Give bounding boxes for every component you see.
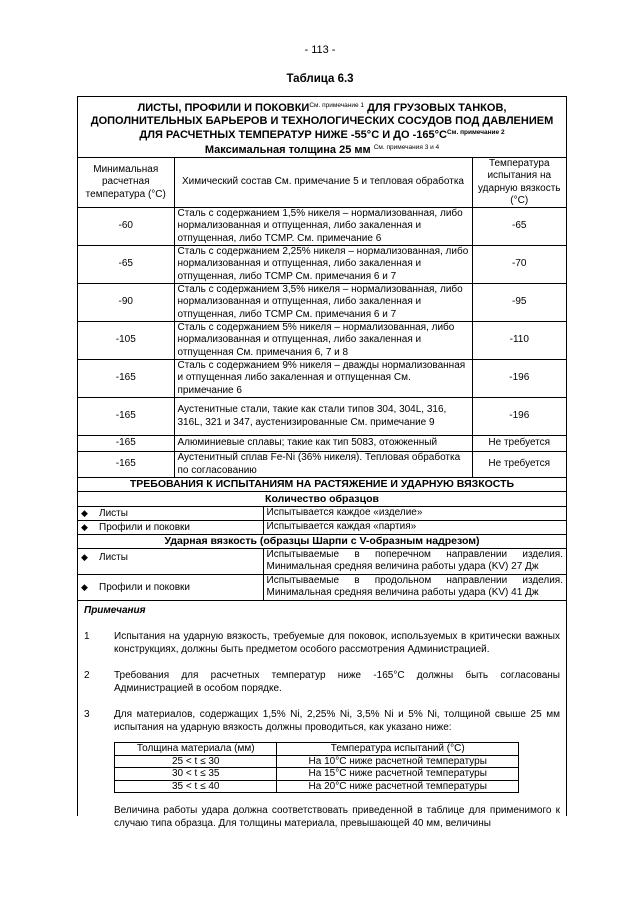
row-min-temp: -90: [78, 284, 174, 322]
table-row: [115, 755, 519, 768]
sample-item: Профили и поковки: [99, 521, 190, 533]
header-part2: ДЛЯ ГРУЗОВЫХ ТАНКОВ, ДОПОЛНИТЕЛЬНЫХ БАРЬЕРОВ И ТЕХНОЛОГИЧЕСКИХ СОСУДОВ ПОД ДАВЛЕНИЕМ ДЛЯ РАСЧЕТНЫХ ТЕМПЕРАТУР НИЖЕ -55°С И ДО -165°С: [90, 102, 554, 141]
header-sup1: См. примечание 1: [309, 102, 365, 109]
impact-title: Ударная вязкость (образцы Шарпи с V-образным надрезом): [78, 534, 566, 548]
sample-value: Испытывается каждое «изделие»: [263, 506, 566, 520]
impact-value: Испытываемые в продольном направлении изделия. Минимальная средняя величина работы удара (KV) 41 Дж: [263, 574, 566, 600]
note-number: 2: [84, 670, 90, 682]
table-row: [78, 506, 566, 520]
row-test-temp: -95: [472, 284, 566, 322]
row-min-temp: -165: [78, 398, 174, 436]
materials-table: [78, 97, 566, 492]
note-number: 3: [84, 709, 90, 721]
impact-item: Листы: [99, 551, 128, 563]
note-item: [84, 631, 560, 656]
row-test-temp: -196: [472, 360, 566, 398]
subtable-cell: На 15°С ниже расчетной температуры: [277, 768, 519, 781]
requirements-table: [78, 492, 566, 601]
diamond-bullet-icon: ◆: [81, 551, 88, 562]
note-number: 1: [84, 631, 90, 643]
row-test-temp: -70: [472, 246, 566, 284]
subtable-cell: 30 < t ≤ 35: [115, 768, 277, 781]
note-text: Испытания на ударную вязкость, требуемые для поковок, используемых в критически важных конструкциях, должны быть предметом особого рассмотрения Администрацией.: [114, 631, 560, 655]
row-min-temp: -60: [78, 208, 174, 246]
header-sup3: См. примечания 3 и 4: [373, 143, 440, 151]
final-paragraph: Величина работы удара должна соответствовать приведенной в таблице для применимого к случаю типа образца. Для толщины материала, превышающей 40 мм, величины: [114, 805, 560, 829]
table-row: [78, 284, 566, 322]
table-title: Таблица 6.3: [286, 73, 354, 85]
notes-section: [78, 601, 566, 831]
subtable-header: Толщина материала (мм): [115, 743, 277, 756]
table-row: [78, 322, 566, 360]
page-number: - 113 -: [304, 44, 336, 56]
samples-title: Количество образцов: [78, 492, 566, 506]
table-row: [78, 574, 566, 600]
table-row: [78, 548, 566, 574]
diamond-bullet-icon: ◆: [81, 521, 88, 532]
row-test-temp: -65: [472, 208, 566, 246]
note-item: [84, 670, 560, 695]
table-row: [115, 768, 519, 781]
row-min-temp: -105: [78, 322, 174, 360]
table-row: [78, 398, 566, 436]
row-composition: Сталь с содержанием 3,5% никеля – нормализованная, либо нормализованная и отпущенная, либо закаленная и отпущенная, либо TCMP См. примечания 6 и 7: [174, 284, 472, 322]
note-text: Требования для расчетных температур ниже -165°С должны быть согласованы Администрацией в особом порядке.: [114, 670, 560, 694]
subtable-cell: На 10°С ниже расчетной температуры: [277, 755, 519, 768]
note-item: [84, 709, 560, 734]
row-composition: Аустенитный сплав Fe-Ni (36% никеля). Тепловая обработка по согласованию: [174, 452, 472, 478]
header-sup2: См. примечание 2: [446, 129, 505, 136]
impact-item: Профили и поковки: [99, 581, 190, 593]
row-composition: Сталь с содержанием 5% никеля – нормализованная, либо нормализованная и отпущенная, либо закаленная и отпущенная См. примечания 6, 7 и 8: [174, 322, 472, 360]
diamond-bullet-icon: ◆: [81, 507, 88, 518]
table-row: [115, 780, 519, 793]
table-frame: [77, 96, 567, 829]
subtable-cell: На 20°С ниже расчетной температуры: [277, 780, 519, 793]
row-min-temp: -65: [78, 246, 174, 284]
subtable-cell: 35 < t ≤ 40: [115, 780, 277, 793]
row-composition: Аустенитные стали, такие как стали типов 304, 304L, 316, 316L, 321 и 347, аустенизированные См. примечание 9: [174, 398, 472, 436]
diamond-bullet-icon: ◆: [81, 581, 88, 592]
row-min-temp: -165: [78, 360, 174, 398]
row-composition: Алюминиевые сплавы; такие как тип 5083, отожженный: [174, 436, 472, 452]
row-min-temp: -165: [78, 436, 174, 452]
thickness-table: [114, 742, 519, 793]
row-test-temp: Не требуется: [472, 452, 566, 478]
row-composition: Сталь с содержанием 9% никеля – дважды нормализованная и отпущенная либо закаленная и отпущенная См. примечание 6: [174, 360, 472, 398]
header-part1: ЛИСТЫ, ПРОФИЛИ И ПОКОВКИ: [137, 102, 310, 114]
table-row: [78, 520, 566, 534]
table-row: [78, 452, 566, 478]
table-row: [78, 436, 566, 452]
row-composition: Сталь с содержанием 2,25% никеля – нормализованная, либо нормализованная и отпущенная, либо закаленная и отпущенная, либо TCMP См. примечания 6 и 7: [174, 246, 472, 284]
notes-title: Примечания: [84, 604, 146, 616]
row-test-temp: -110: [472, 322, 566, 360]
table-row: [78, 208, 566, 246]
column-header-min-temp: Минимальная расчетная температура (°С): [78, 158, 174, 208]
table-row: [78, 246, 566, 284]
header-max-thickness: Максимальная толщина 25 мм: [204, 143, 374, 156]
requirements-title: ТРЕБОВАНИЯ К ИСПЫТАНИЯМ НА РАСТЯЖЕНИЕ И УДАРНУЮ ВЯЗКОСТЬ: [78, 478, 566, 492]
impact-value: Испытываемые в поперечном направлении изделия. Минимальная средняя величина работы удара (KV) 27 Дж: [263, 548, 566, 574]
row-min-temp: -165: [78, 452, 174, 478]
table-row: [78, 360, 566, 398]
row-test-temp: Не требуется: [472, 436, 566, 452]
row-composition: Сталь с содержанием 1,5% никеля – нормализованная, либо нормализованная и отпущенная, либо закаленная и отпущенная, либо TCMP. См. примечание 6: [174, 208, 472, 246]
sample-item: Листы: [99, 507, 128, 519]
sample-value: Испытывается каждая «партия»: [263, 520, 566, 534]
column-header-composition: Химический состав См. примечание 5 и тепловая обработка: [174, 158, 472, 208]
table-header: [78, 97, 566, 158]
subtable-cell: 25 < t ≤ 30: [115, 755, 277, 768]
subtable-header: Температура испытаний (°С): [277, 743, 519, 756]
row-test-temp: -196: [472, 398, 566, 436]
column-header-test-temp: Температура испытания на ударную вязкость (°С): [472, 158, 566, 208]
note-text: Для материалов, содержащих 1,5% Ni, 2,25% Ni, 3,5% Ni и 5% Ni, толщиной свыше 25 мм испытания на ударную вязкость должны проводиться, как указано ниже:: [114, 709, 560, 733]
